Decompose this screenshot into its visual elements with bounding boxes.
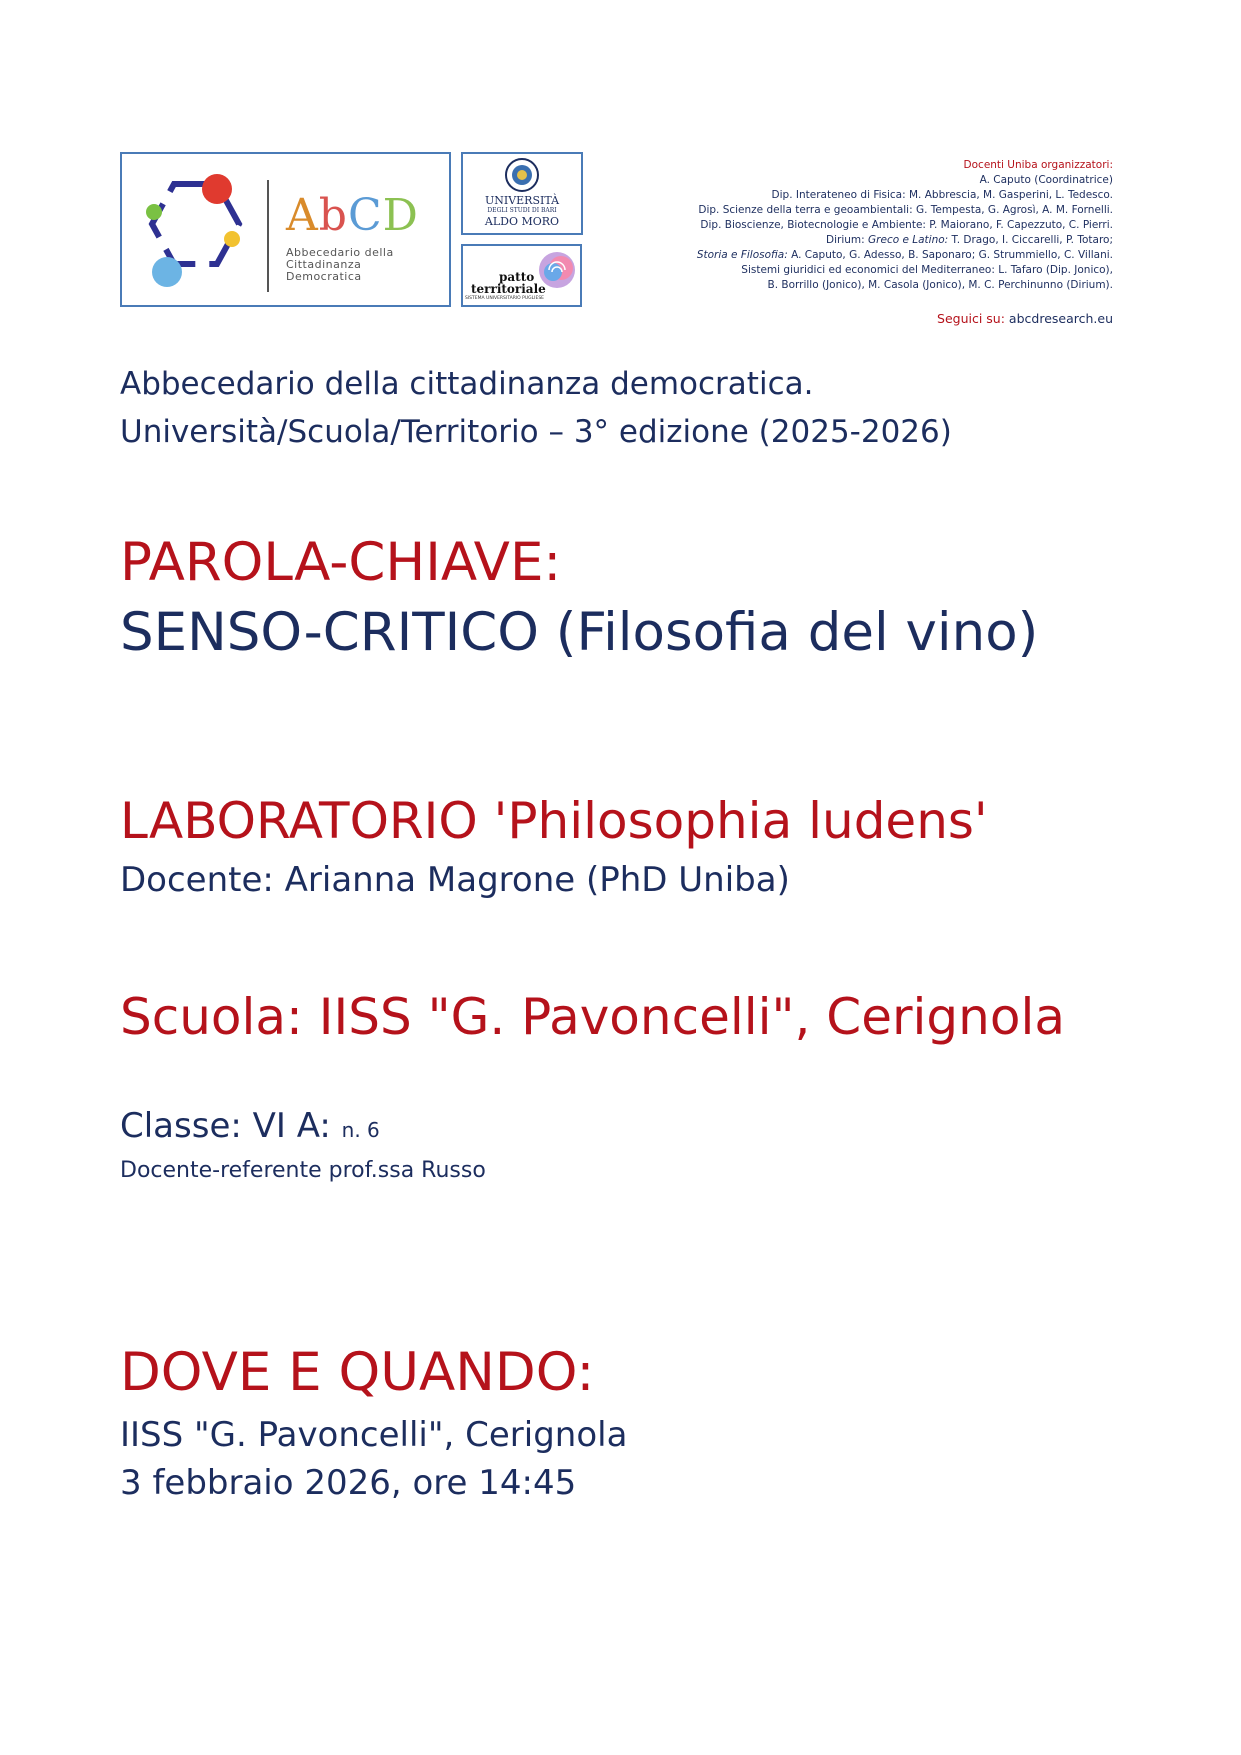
subtitle-line2: Università/Scuola/Territorio – 3° edizione (2025-2026)	[120, 414, 952, 450]
class-count: n. 6	[341, 1118, 380, 1142]
event-place: IISS "G. Pavoncelli", Cerignola	[120, 1415, 628, 1455]
patto-line2: territoriale	[471, 282, 546, 296]
event-date: 3 febbraio 2026, ore 14:45	[120, 1463, 577, 1503]
uniba-line3: ALDO MORO	[484, 215, 560, 228]
organizer-line: Dip. Interateneo di Fisica: M. Abbrescia, M. Gasperini, L. Tedesco.	[771, 189, 1113, 201]
university-seal-icon	[504, 157, 540, 193]
keyword-value: SENSO-CRITICO (Filosofia del vino)	[120, 602, 1039, 663]
uniba-line2: DEGLI STUDI DI BARI	[487, 207, 557, 214]
hexagon-network-icon	[122, 154, 272, 304]
follow-label: Seguici su:	[937, 311, 1005, 326]
organizers-list	[593, 158, 1113, 293]
keyword-label: PAROLA-CHIAVE:	[120, 532, 562, 593]
follow-us	[937, 311, 1113, 326]
laboratory-title: LABORATORIO 'Philosophia ludens'	[120, 792, 988, 850]
website-link[interactable]: abcdresearch.eu	[1008, 311, 1113, 326]
organizer-prefix: Dirium:	[826, 234, 869, 246]
organizers-heading: Docenti Uniba organizzatori:	[963, 159, 1113, 171]
abcd-logo-subtitle	[286, 247, 394, 283]
class-referent: Docente-referente prof.ssa Russo	[120, 1158, 486, 1183]
organizer-line	[593, 233, 1113, 248]
organizer-line: Sistemi giuridici ed economici del Mediterraneo: L. Tafaro (Dip. Jonico),	[741, 264, 1113, 276]
abcd-wordmark	[286, 190, 419, 241]
wordmark-letter: b	[318, 190, 348, 241]
organizer-line: Dip. Scienze della terra e geoambientali: G. Tempesta, G. Agrosì, A. M. Fornelli.	[698, 204, 1113, 216]
organizer-names: T. Drago, I. Ciccarelli, P. Totaro;	[948, 234, 1113, 246]
project-subtitle	[120, 360, 952, 456]
subtitle-line1: Abbecedario della cittadinanza democratica.	[120, 366, 814, 402]
patto-title	[471, 271, 546, 295]
logo-separator	[267, 180, 269, 292]
abcd-logo	[120, 152, 451, 307]
organizer-line	[593, 248, 1113, 263]
patto-line1: patto	[499, 270, 535, 284]
organizer-subject: Storia e Filosofia:	[696, 249, 788, 261]
organizer-line: Dip. Bioscienze, Biotecnologie e Ambiente: P. Maiorano, F. Capezzuto, C. Pierri.	[700, 219, 1113, 231]
organizer-line: A. Caputo (Coordinatrice)	[979, 174, 1113, 186]
organizer-line: B. Borrillo (Jonico), M. Casola (Jonico), M. C. Perchinunno (Dirium).	[767, 279, 1113, 291]
patto-footer: SISTEMA UNIVERSITARIO PUGLIESE	[465, 296, 545, 301]
class-label: Classe: VI A:	[120, 1106, 331, 1146]
uniba-logo	[461, 152, 583, 235]
wordmark-letter: D	[382, 190, 419, 241]
abcd-subtitle-line: Democratica	[286, 270, 362, 283]
patto-territoriale-logo	[461, 244, 582, 307]
organizer-names: A. Caputo, G. Adesso, B. Saponaro; G. Strummiello, C. Villani.	[787, 249, 1113, 261]
where-when-label: DOVE E QUANDO:	[120, 1342, 595, 1403]
abcd-subtitle-line: Cittadinanza	[286, 258, 362, 271]
wordmark-letter: A	[286, 190, 319, 241]
class-info	[120, 1103, 380, 1153]
organizer-subject: Greco e Latino:	[868, 234, 949, 246]
wordmark-letter: C	[347, 190, 383, 241]
uniba-line1: UNIVERSITÀ	[484, 194, 560, 207]
school-name: Scuola: IISS "G. Pavoncelli", Cerignola	[120, 988, 1065, 1046]
laboratory-teacher: Docente: Arianna Magrone (PhD Uniba)	[120, 860, 790, 900]
abcd-subtitle-line: Abbecedario della	[286, 246, 394, 259]
